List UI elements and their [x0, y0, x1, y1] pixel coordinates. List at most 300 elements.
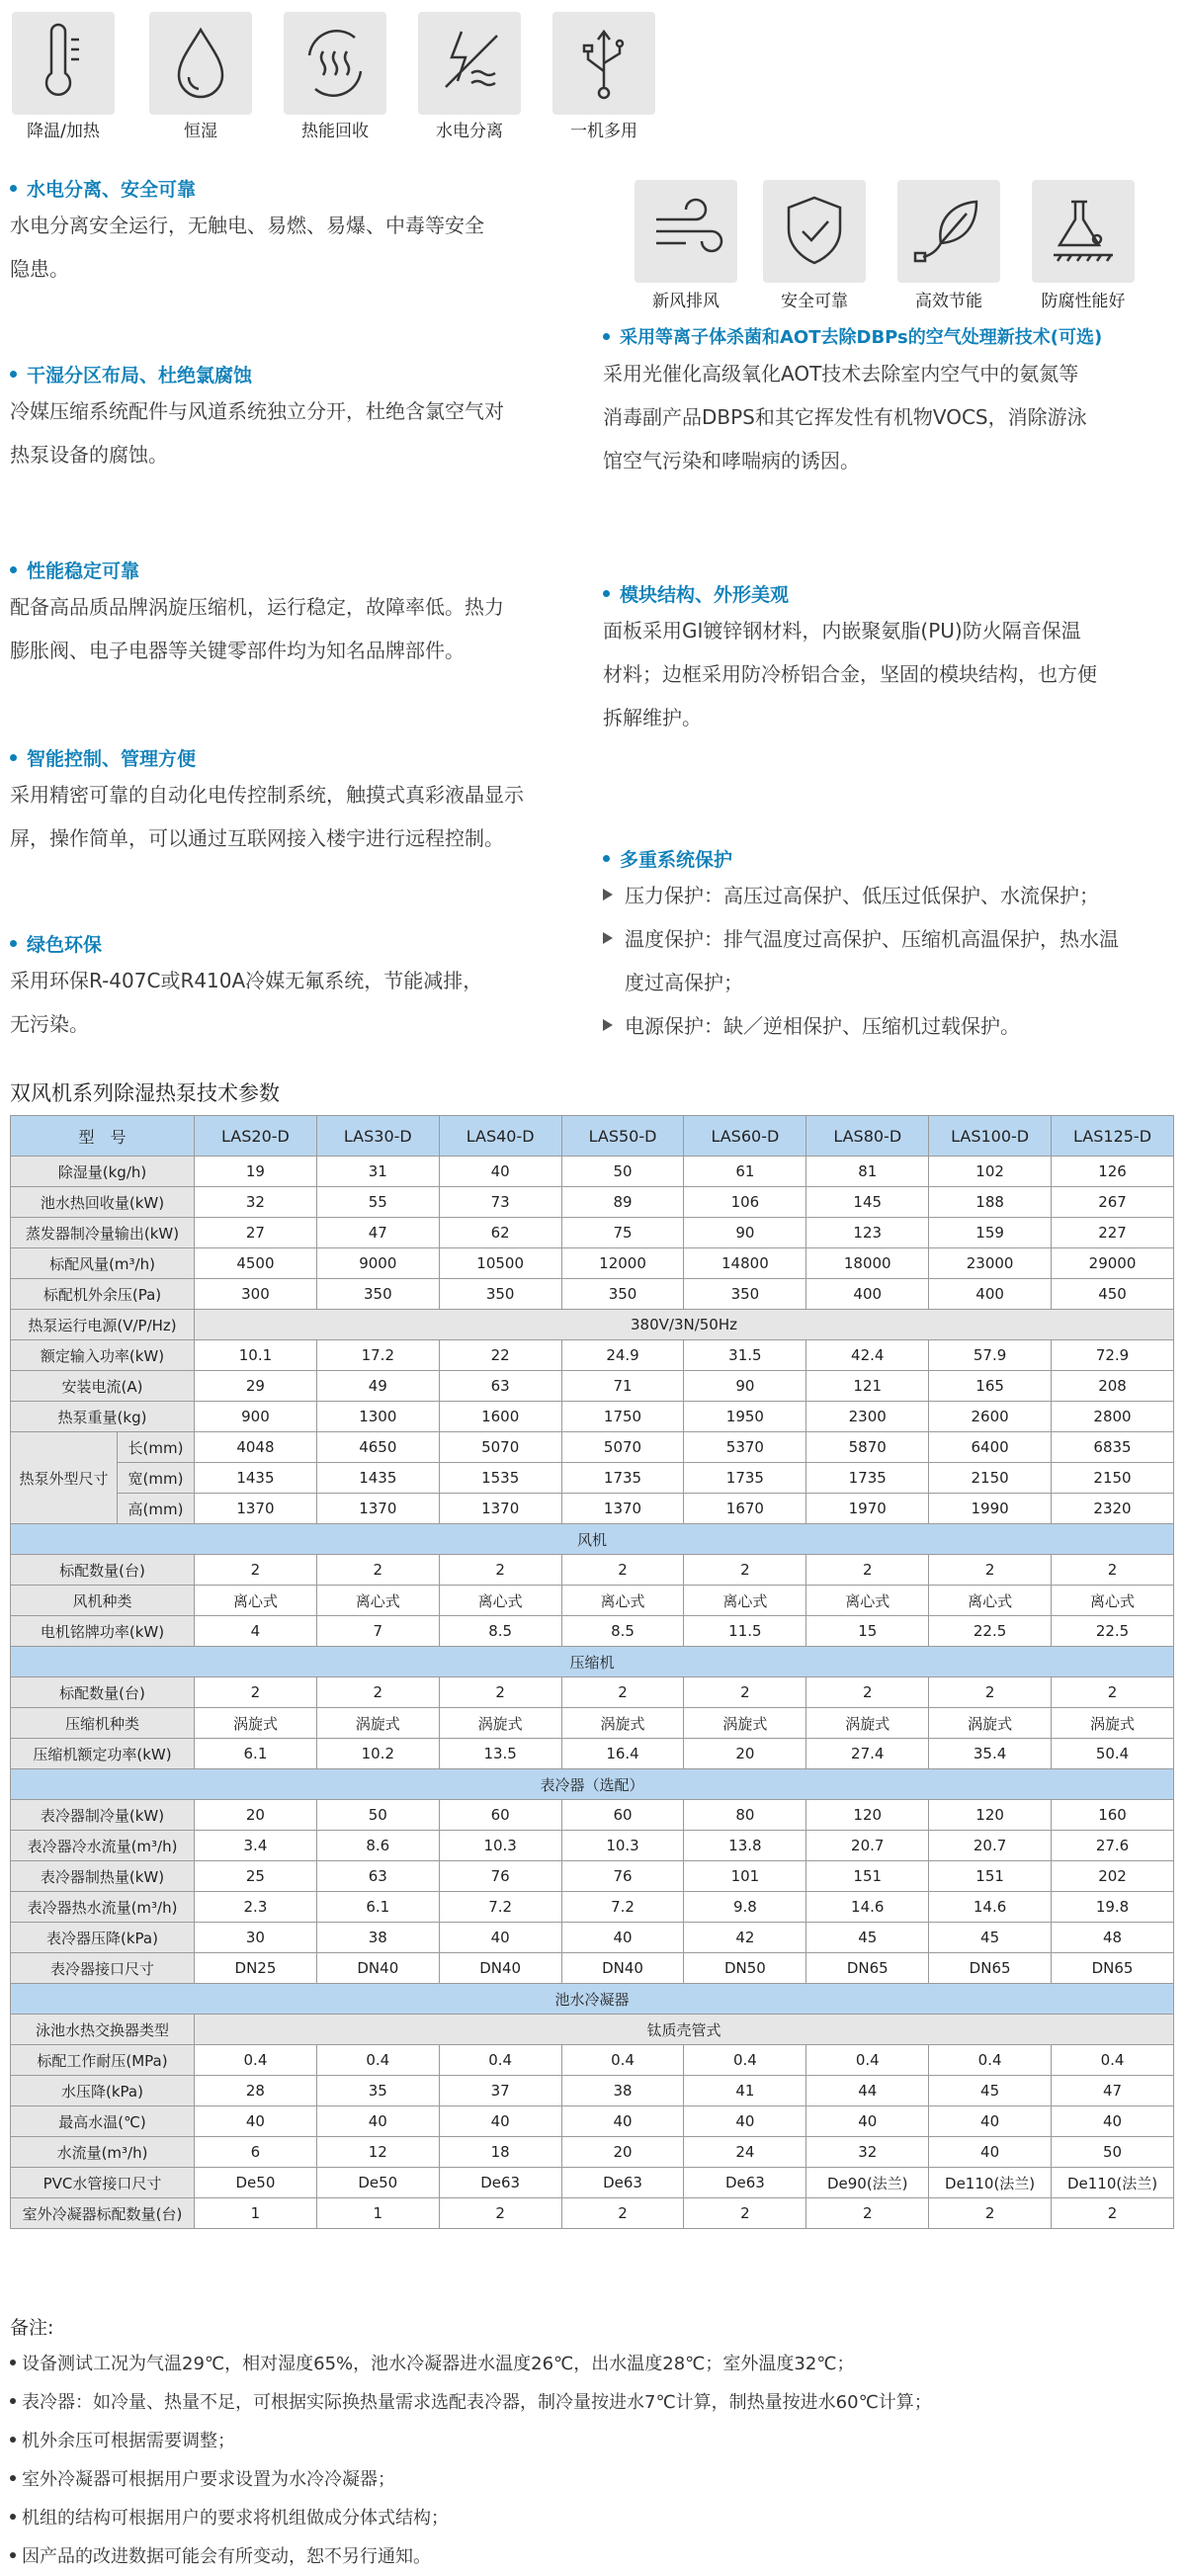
value-cell: 涡旋式 [684, 1708, 806, 1739]
bullet-dot-icon [603, 333, 610, 340]
feature-text: 水电分离安全运行，无触电、易燃、易爆、中毒等安全 [10, 214, 484, 237]
top-icon-label: 恒湿 [184, 122, 217, 141]
heat-recovery-icon [284, 12, 386, 115]
feature-title: 干湿分区布局、杜绝氯腐蚀 [27, 365, 253, 386]
protection-item: 电源保护：缺／逆相保护、压缩机过载保护。 [603, 1004, 1181, 1048]
value-cell: 2 [929, 1555, 1052, 1586]
value-cell: 31.5 [684, 1340, 806, 1371]
feature-block [10, 931, 593, 1046]
value-cell: 35 [316, 2076, 439, 2106]
feature-title: 模块结构、外形美观 [620, 584, 790, 606]
table-row [11, 1340, 1174, 1371]
value-cell: 49 [316, 1371, 439, 1402]
value-cell: 188 [929, 1187, 1052, 1218]
value-cell: 75 [561, 1218, 684, 1248]
value-cell: 1370 [439, 1494, 561, 1524]
row-label: 安装电流(A) [11, 1371, 195, 1402]
table-row [11, 2076, 1174, 2106]
value-cell: 13.8 [684, 1831, 806, 1861]
table-row [11, 1157, 1174, 1187]
merged-value-cell: 钛质壳管式 [195, 2015, 1174, 2045]
value-cell: 40 [929, 2106, 1052, 2137]
value-cell: 40 [806, 2106, 929, 2137]
water-drop-icon [149, 12, 252, 115]
value-cell: 涡旋式 [439, 1708, 561, 1739]
value-cell: 20 [684, 1739, 806, 1769]
value-cell: 2 [561, 1677, 684, 1708]
notes-block [10, 2311, 932, 2576]
top-icon-label: 一机多用 [570, 122, 637, 141]
value-cell: 123 [806, 1218, 929, 1248]
table-row [11, 1310, 1174, 1340]
feature-text: 拆解维护。 [603, 706, 702, 730]
protection-item: 压力保护：高压过高保护、低压过低保护、水流保护； [603, 874, 1181, 917]
value-cell: DN65 [806, 1953, 929, 1984]
bullet-dot-icon [10, 2475, 16, 2481]
value-cell: 350 [316, 1279, 439, 1310]
value-cell: 40 [316, 2106, 439, 2137]
value-cell: 6835 [1052, 1432, 1174, 1463]
value-cell: 12 [316, 2137, 439, 2168]
value-cell: 2.3 [195, 1892, 317, 1923]
value-cell: 2150 [929, 1463, 1052, 1494]
value-cell: 1370 [316, 1494, 439, 1524]
value-cell: 19.8 [1052, 1892, 1174, 1923]
value-cell: 29000 [1052, 1248, 1174, 1279]
table-row [11, 1432, 1174, 1463]
value-cell: 89 [561, 1187, 684, 1218]
value-cell: 19 [195, 1157, 317, 1187]
value-cell: 40 [561, 2106, 684, 2137]
row-label: 表冷器制热量(kW) [11, 1861, 195, 1892]
value-cell: 1750 [561, 1402, 684, 1432]
value-cell: 40 [929, 2137, 1052, 2168]
value-cell: 1670 [684, 1494, 806, 1524]
value-cell: 57.9 [929, 1340, 1052, 1371]
row-label: 蒸发器制冷量输出(kW) [11, 1218, 195, 1248]
value-cell: 15 [806, 1616, 929, 1647]
triangle-bullet-icon [603, 1019, 613, 1031]
table-row [11, 1524, 1174, 1555]
table-row [11, 2137, 1174, 2168]
value-cell: 80 [684, 1800, 806, 1831]
value-cell: 24.9 [561, 1340, 684, 1371]
value-cell: 267 [1052, 1187, 1174, 1218]
value-cell: 涡旋式 [1052, 1708, 1174, 1739]
row-label: 压缩机额定功率(kW) [11, 1739, 195, 1769]
anticorrosion-icon [1032, 180, 1135, 283]
value-cell: 300 [195, 1279, 317, 1310]
table-row [11, 1494, 1174, 1524]
value-cell: 40 [684, 2106, 806, 2137]
row-label: 表冷器冷水流量(m³/h) [11, 1831, 195, 1861]
feature-text: 材料；边框采用防冷桥铝合金，坚固的模块结构，也方便 [603, 662, 1097, 686]
value-cell: 2 [806, 1555, 929, 1586]
note-item: 机外余压可根据需要调整； [10, 2422, 932, 2460]
value-cell: 120 [806, 1800, 929, 1831]
value-cell: 7.2 [439, 1892, 561, 1923]
value-cell: 400 [929, 1279, 1052, 1310]
value-cell: 30 [195, 1923, 317, 1953]
row-label: 除湿量(kg/h) [11, 1157, 195, 1187]
value-cell: 23000 [929, 1248, 1052, 1279]
value-cell: 8.5 [439, 1616, 561, 1647]
value-cell: 126 [1052, 1157, 1174, 1187]
row-label: 标配风量(m³/h) [11, 1248, 195, 1279]
value-cell: 0.4 [806, 2045, 929, 2076]
value-cell: 13.5 [439, 1739, 561, 1769]
value-cell: 101 [684, 1861, 806, 1892]
value-cell: 81 [806, 1157, 929, 1187]
note-item: 室外冷凝器可根据用户要求设置为水冷冷凝器； [10, 2460, 932, 2499]
value-cell: 2 [1052, 2198, 1174, 2229]
value-cell: 10.1 [195, 1340, 317, 1371]
value-cell: 1735 [684, 1463, 806, 1494]
value-cell: 0.4 [561, 2045, 684, 2076]
bullet-dot-icon [10, 2552, 16, 2558]
value-cell: 45 [806, 1923, 929, 1953]
note-item: 设备测试工况为气温29℃，相对湿度65%，池水冷凝器进水温度26℃，出水温度28℃；室外温度32℃； [10, 2345, 932, 2383]
value-cell: 22.5 [1052, 1616, 1174, 1647]
value-cell: 14800 [684, 1248, 806, 1279]
value-cell: 2320 [1052, 1494, 1174, 1524]
model-cell: LAS60-D [684, 1116, 806, 1157]
value-cell: 5070 [439, 1432, 561, 1463]
table-row [11, 2168, 1174, 2198]
value-cell: 76 [439, 1861, 561, 1892]
value-cell: 38 [316, 1923, 439, 1953]
value-cell: De110(法兰) [1052, 2168, 1174, 2198]
value-cell: 72.9 [1052, 1340, 1174, 1371]
value-cell: 35.4 [929, 1739, 1052, 1769]
value-cell: 10.3 [439, 1831, 561, 1861]
value-cell: 900 [195, 1402, 317, 1432]
value-cell: 2 [929, 1677, 1052, 1708]
table-row [11, 2045, 1174, 2076]
value-cell: DN40 [316, 1953, 439, 1984]
feature-title: 采用等离子体杀菌和AOT去除DBPs的空气处理新技术(可选) [620, 327, 1103, 348]
value-cell: De110(法兰) [929, 2168, 1052, 2198]
value-cell: 5870 [806, 1432, 929, 1463]
value-cell: 8.6 [316, 1831, 439, 1861]
value-cell: 40 [439, 2106, 561, 2137]
value-cell: 41 [684, 2076, 806, 2106]
feature-block [10, 745, 593, 860]
value-cell: DN50 [684, 1953, 806, 1984]
value-cell: 1435 [195, 1463, 317, 1494]
table-row [11, 1708, 1174, 1739]
value-cell: 102 [929, 1157, 1052, 1187]
table-row [11, 1769, 1174, 1800]
row-label: 泳池水热交换器类型 [11, 2015, 195, 2045]
value-cell: 40 [561, 1923, 684, 1953]
value-cell: 9000 [316, 1248, 439, 1279]
feature-text: 采用精密可靠的自动化电传控制系统，触摸式真彩液晶显示 [10, 783, 524, 807]
value-cell: 1950 [684, 1402, 806, 1432]
value-cell: 2 [561, 1555, 684, 1586]
value-cell: 涡旋式 [316, 1708, 439, 1739]
spec-table [10, 1115, 1174, 2229]
model-cell: LAS100-D [929, 1116, 1052, 1157]
bullet-dot-icon [10, 940, 17, 947]
section-header: 压缩机 [11, 1647, 1174, 1677]
feature-title: 绿色环保 [27, 934, 103, 956]
row-label: 热泵重量(kg) [11, 1402, 195, 1432]
value-cell: 0.4 [316, 2045, 439, 2076]
value-cell: 1535 [439, 1463, 561, 1494]
bullet-dot-icon [10, 754, 17, 761]
value-cell: 16.4 [561, 1739, 684, 1769]
right-icon-label: 防腐性能好 [1041, 292, 1126, 311]
value-cell: 4 [195, 1616, 317, 1647]
value-cell: 涡旋式 [195, 1708, 317, 1739]
table-row [11, 1586, 1174, 1616]
table-row [11, 1892, 1174, 1923]
bullet-dot-icon [603, 590, 610, 597]
value-cell: 22.5 [929, 1616, 1052, 1647]
row-label: 风机种类 [11, 1586, 195, 1616]
value-cell: 2 [439, 2198, 561, 2229]
value-cell: 2 [929, 2198, 1052, 2229]
value-cell: 71 [561, 1371, 684, 1402]
value-cell: 离心式 [929, 1586, 1052, 1616]
section-header: 表冷器（选配） [11, 1769, 1174, 1800]
value-cell: 8.5 [561, 1616, 684, 1647]
value-cell: 63 [316, 1861, 439, 1892]
value-cell: 60 [561, 1800, 684, 1831]
value-cell: 50.4 [1052, 1739, 1174, 1769]
feature-text: 面板采用GI镀锌钢材料，内嵌聚氨脂(PU)防火隔音保温 [603, 619, 1081, 643]
value-cell: 涡旋式 [929, 1708, 1052, 1739]
value-cell: 离心式 [684, 1586, 806, 1616]
feature-text: 膨胀阀、电子电器等关键零部件均为知名品牌部件。 [10, 639, 465, 662]
value-cell: De90(法兰) [806, 2168, 929, 2198]
feature-text: 无污染。 [10, 1012, 89, 1036]
value-cell: 151 [929, 1861, 1052, 1892]
value-cell: 61 [684, 1157, 806, 1187]
value-cell: 9.8 [684, 1892, 806, 1923]
value-cell: 1370 [561, 1494, 684, 1524]
value-cell: 45 [929, 1923, 1052, 1953]
section-header: 池水冷凝器 [11, 1984, 1174, 2015]
table-row [11, 1831, 1174, 1861]
feature-block [10, 362, 593, 476]
value-cell: 60 [439, 1800, 561, 1831]
value-cell: 20.7 [806, 1831, 929, 1861]
value-cell: 25 [195, 1861, 317, 1892]
value-cell: 2 [561, 2198, 684, 2229]
bullet-dot-icon [10, 2360, 16, 2365]
feature-title: 智能控制、管理方便 [27, 748, 197, 770]
table-row [11, 1555, 1174, 1586]
value-cell: 0.4 [439, 2045, 561, 2076]
table-row [11, 1616, 1174, 1647]
value-cell: 350 [561, 1279, 684, 1310]
triangle-bullet-icon [603, 932, 613, 944]
bullet-dot-icon [10, 2398, 16, 2404]
value-cell: De63 [561, 2168, 684, 2198]
table-row [11, 2106, 1174, 2137]
value-cell: 1600 [439, 1402, 561, 1432]
value-cell: 40 [439, 1923, 561, 1953]
row-label: 额定输入功率(kW) [11, 1340, 195, 1371]
value-cell: De63 [439, 2168, 561, 2198]
value-cell: 12000 [561, 1248, 684, 1279]
value-cell: 11.5 [684, 1616, 806, 1647]
value-cell: 50 [1052, 2137, 1174, 2168]
value-cell: DN40 [439, 1953, 561, 1984]
value-cell: 10.2 [316, 1739, 439, 1769]
value-cell: 27.4 [806, 1739, 929, 1769]
value-cell: 165 [929, 1371, 1052, 1402]
value-cell: DN65 [929, 1953, 1052, 1984]
value-cell: 18000 [806, 1248, 929, 1279]
feature-text: 隐患。 [10, 257, 69, 281]
value-cell: 2 [439, 1555, 561, 1586]
wind-icon [635, 180, 737, 283]
value-cell: 29 [195, 1371, 317, 1402]
value-cell: 2800 [1052, 1402, 1174, 1432]
row-label: PVC水管接口尺寸 [11, 2168, 195, 2198]
table-row [11, 1739, 1174, 1769]
model-cell: LAS80-D [806, 1116, 929, 1157]
value-cell: 121 [806, 1371, 929, 1402]
value-cell: 1 [316, 2198, 439, 2229]
value-cell: De50 [195, 2168, 317, 2198]
value-cell: 14.6 [806, 1892, 929, 1923]
row-label: 宽(mm) [118, 1463, 195, 1494]
note-item: 因产品的改进数据可能会有所变动，恕不另行通知。 [10, 2537, 932, 2576]
value-cell: 2 [316, 1677, 439, 1708]
value-cell: 90 [684, 1218, 806, 1248]
top-icon-label: 降温/加热 [27, 122, 100, 141]
value-cell: 227 [1052, 1218, 1174, 1248]
row-label: 标配机外余压(Pa) [11, 1279, 195, 1310]
value-cell: 2 [195, 1555, 317, 1586]
value-cell: 2300 [806, 1402, 929, 1432]
value-cell: 2 [806, 1677, 929, 1708]
value-cell: 28 [195, 2076, 317, 2106]
row-label: 水流量(m³/h) [11, 2137, 195, 2168]
value-cell: 离心式 [439, 1586, 561, 1616]
model-cell: LAS40-D [439, 1116, 561, 1157]
notes-title: 备注: [10, 2317, 54, 2339]
shield-check-icon [763, 180, 866, 283]
row-label: 高(mm) [118, 1494, 195, 1524]
value-cell: De50 [316, 2168, 439, 2198]
value-cell: 24 [684, 2137, 806, 2168]
value-cell: 22 [439, 1340, 561, 1371]
value-cell: 42.4 [806, 1340, 929, 1371]
value-cell: 10500 [439, 1248, 561, 1279]
feature-text: 冷媒压缩系统配件与风道系统独立分开，杜绝含氯空气对 [10, 399, 504, 423]
value-cell: 5070 [561, 1432, 684, 1463]
protection-block [603, 846, 1181, 1048]
water-electric-separation-icon [418, 12, 521, 115]
value-cell: 5370 [684, 1432, 806, 1463]
value-cell: 350 [439, 1279, 561, 1310]
table-row [11, 1677, 1174, 1708]
value-cell: 6.1 [195, 1739, 317, 1769]
value-cell: 106 [684, 1187, 806, 1218]
feature-title: 性能稳定可靠 [27, 560, 140, 582]
value-cell: 6 [195, 2137, 317, 2168]
feature-title: 水电分离、安全可靠 [27, 179, 197, 201]
value-cell: 20 [195, 1800, 317, 1831]
value-cell: 2 [1052, 1677, 1174, 1708]
row-label: 表冷器压降(kPa) [11, 1923, 195, 1953]
value-cell: 0.4 [195, 2045, 317, 2076]
model-cell: LAS20-D [195, 1116, 317, 1157]
value-cell: 50 [316, 1800, 439, 1831]
value-cell: 离心式 [195, 1586, 317, 1616]
value-cell: 145 [806, 1187, 929, 1218]
value-cell: 1370 [195, 1494, 317, 1524]
right-icon-label: 安全可靠 [781, 292, 848, 311]
value-cell: 27.6 [1052, 1831, 1174, 1861]
value-cell: 208 [1052, 1371, 1174, 1402]
value-cell: 14.6 [929, 1892, 1052, 1923]
value-cell: 离心式 [806, 1586, 929, 1616]
table-row [11, 1463, 1174, 1494]
value-cell: 0.4 [929, 2045, 1052, 2076]
value-cell: 20 [561, 2137, 684, 2168]
value-cell: 47 [316, 1218, 439, 1248]
row-label: 压缩机种类 [11, 1708, 195, 1739]
table-row [11, 2015, 1174, 2045]
table-row [11, 1800, 1174, 1831]
table-title: 双风机系列除湿热泵技术参数 [10, 1081, 280, 1105]
bullet-dot-icon [10, 566, 17, 573]
value-cell: 2 [684, 1555, 806, 1586]
model-cell: LAS30-D [316, 1116, 439, 1157]
protection-item: 温度保护：排气温度过高保护、压缩机高温保护，热水温 度过高保护； [603, 917, 1181, 1004]
value-cell: 0.4 [1052, 2045, 1174, 2076]
value-cell: 7 [316, 1616, 439, 1647]
value-cell: DN40 [561, 1953, 684, 1984]
feature-text: 配备高品质品牌涡旋压缩机，运行稳定，故障率低。热力 [10, 595, 504, 619]
value-cell: 2 [439, 1677, 561, 1708]
row-label: 表冷器接口尺寸 [11, 1953, 195, 1984]
value-cell: 涡旋式 [561, 1708, 684, 1739]
table-row [11, 1371, 1174, 1402]
value-cell: 离心式 [316, 1586, 439, 1616]
bullet-dot-icon [10, 2514, 16, 2520]
table-row [11, 1923, 1174, 1953]
model-cell: LAS125-D [1052, 1116, 1174, 1157]
bullet-dot-icon [10, 371, 17, 378]
value-cell: 1970 [806, 1494, 929, 1524]
value-cell: 38 [561, 2076, 684, 2106]
feature-block [10, 176, 593, 291]
feature-title: 多重系统保护 [620, 849, 733, 871]
value-cell: 159 [929, 1218, 1052, 1248]
value-cell: 3.4 [195, 1831, 317, 1861]
right-icon-label: 高效节能 [915, 292, 982, 311]
value-cell: 20.7 [929, 1831, 1052, 1861]
value-cell: 400 [806, 1279, 929, 1310]
table-row [11, 1984, 1174, 2015]
value-cell: 1 [195, 2198, 317, 2229]
dims-label: 热泵外型尺寸 [11, 1432, 118, 1524]
note-item: 机组的结构可根据用户的要求将机组做成分体式结构； [10, 2499, 932, 2537]
feature-block [603, 581, 1181, 739]
value-cell: 离心式 [1052, 1586, 1174, 1616]
value-cell: 55 [316, 1187, 439, 1218]
right-icon-label: 新风排风 [652, 292, 720, 311]
value-cell: 2600 [929, 1402, 1052, 1432]
bullet-dot-icon [603, 855, 610, 862]
